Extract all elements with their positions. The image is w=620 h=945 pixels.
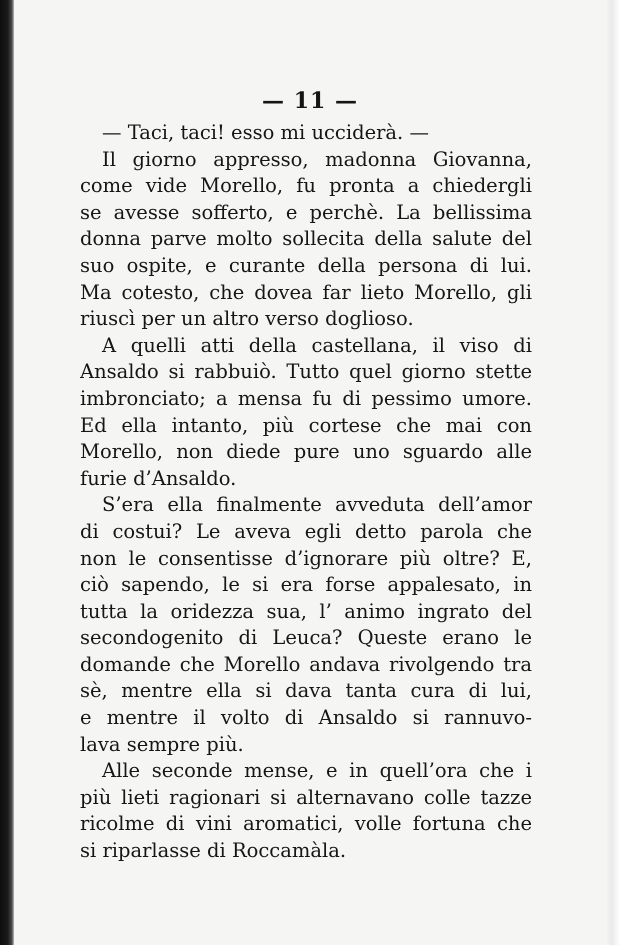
text-line: Ansaldo si rabbuiò. Tutto quel giorno stette: [80, 360, 532, 384]
text-line: ciò sapendo, le si era forse appalesato, in: [80, 573, 532, 597]
text-line: Alle seconde mense, e in quell’ora che i: [102, 759, 532, 783]
body-text: [80, 120, 532, 865]
text-line: sè, mentre ella si dava tanta cura di lui,: [80, 679, 532, 703]
text-line: si riparlasse di Roccamàla.: [80, 839, 347, 863]
text-line: domande che Morello andava rivolgendo tra: [80, 652, 532, 676]
text-line: donna parve molto sollecita della salute del: [80, 227, 532, 251]
text-line: A quelli atti della castellana, il viso di: [102, 333, 532, 357]
text-line: suo ospite, e curante della persona di lui.: [80, 253, 532, 277]
text-line: secondogenito di Leuca? Queste erano le: [80, 626, 532, 650]
page-number: — 11 —: [262, 88, 358, 114]
text-line: come vide Morello, fu pronta a chiedergli: [80, 174, 532, 198]
text-line: di costui? Le aveva egli detto parola che: [80, 519, 532, 543]
text-line: tutta la oridezza sua, l’ animo ingrato del: [80, 599, 532, 623]
text-line: imbronciato; a mensa fu di pessimo umore.: [80, 386, 532, 410]
text-line: Il giorno appresso, madonna Giovanna,: [102, 147, 532, 171]
text-line: Ma cotesto, che dovea far lieto Morello, gli: [80, 280, 532, 304]
text-line: riuscì per un altro verso doglioso.: [80, 307, 414, 331]
text-line: più lieti ragionari si alternavano colle tazze: [80, 785, 532, 809]
text-line: e mentre il volto di Ansaldo si rannuvo-: [80, 706, 532, 730]
text-line: non le consentisse d’ignorare più oltre? E,: [80, 546, 532, 570]
text-line: — Taci, taci! esso mi ucciderà. —: [102, 121, 429, 144]
text-line: Ed ella intanto, più cortese che mai con: [80, 413, 532, 437]
text-line: ricolme di vini aromatici, volle fortuna che: [80, 812, 532, 836]
text-line: se avesse sofferto, e perchè. La bellissima: [80, 200, 532, 224]
page-edge: [606, 0, 620, 945]
text-line: Morello, non diede pure uno sguardo alle: [80, 440, 532, 464]
text-line: lava sempre più.: [80, 732, 244, 756]
binding-edge-shadow: [0, 0, 14, 945]
text-line: S’era ella finalmente avveduta dell’amor: [102, 493, 532, 517]
text-line: furie d’Ansaldo.: [80, 466, 237, 490]
